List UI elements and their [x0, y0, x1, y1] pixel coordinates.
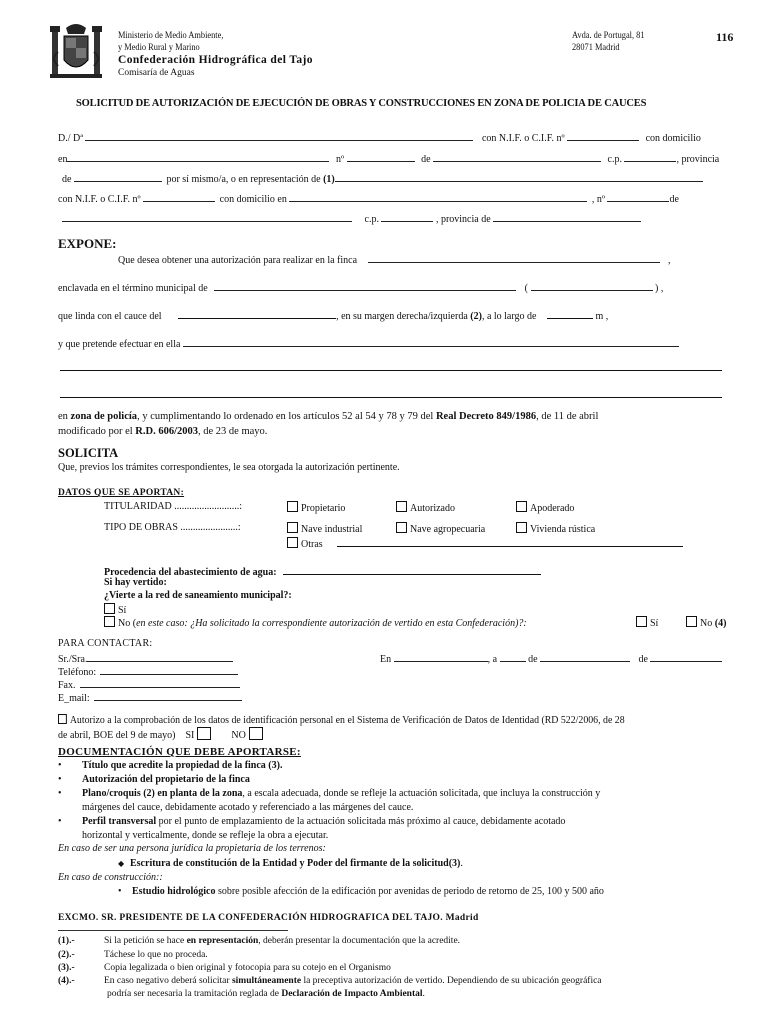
- checkbox-icon[interactable]: [686, 616, 697, 627]
- province-label: , provincia: [676, 154, 720, 165]
- note-bold: Declaración de Impacto Ambiental: [281, 989, 423, 999]
- signature-place-date: [380, 651, 722, 665]
- municipality-province-field[interactable]: [531, 280, 653, 291]
- ministry-line1: Ministerio de Medio Ambiente,: [118, 31, 224, 41]
- expone-line2: [58, 280, 663, 294]
- option-label: No (: [118, 618, 137, 629]
- applicant-line4: [58, 191, 679, 205]
- documentacion-heading: DOCUMENTACIÓN QUE DEBE APORTARSE:: [58, 746, 301, 758]
- doc-item-perfil: [58, 816, 565, 827]
- option-label: Apoderado: [530, 503, 575, 514]
- doc-item-titulo: [58, 760, 282, 771]
- doc-item-perfil-line2: horizontal y verticalmente, donde se refleje la obra a ejecutar.: [82, 830, 329, 841]
- applicant-line2: [58, 151, 719, 165]
- option-label: Sí: [650, 618, 659, 629]
- expone-line4-text: y que pretende efectuar en ella: [58, 339, 181, 350]
- contact-email: [58, 690, 242, 704]
- consent-si-label: SI: [185, 730, 195, 741]
- procedencia-line: [104, 564, 541, 578]
- contact-name: [58, 651, 233, 665]
- checkbox-icon[interactable]: [516, 501, 527, 512]
- cp-label: c.p.: [607, 154, 622, 165]
- doc-item-end: .: [460, 858, 463, 869]
- doc-item-text: por el punto de emplazamiento de la actuación solicitada más próximo al cauce, debidamente acotado: [156, 816, 566, 827]
- consent-si-checkbox[interactable]: [197, 727, 211, 740]
- doc-item-plano: [58, 788, 600, 799]
- titularidad-label: TITULARIDAD ..........................:: [104, 501, 243, 512]
- works-field-2[interactable]: [60, 370, 722, 371]
- doc-item-estudio: [118, 886, 604, 897]
- checkbox-icon[interactable]: [287, 522, 298, 533]
- name-label: Sr./Sra.: [58, 654, 88, 665]
- note-text: Copia legalizada o bien original y fotocopia para su cotejo en el Organismo: [104, 963, 391, 973]
- bullet-icon: •: [118, 886, 122, 897]
- law-line2: [58, 426, 267, 437]
- ministry-line2: y Medio Rural y Marino: [118, 43, 200, 53]
- consent-no-label: NO: [231, 730, 246, 741]
- num-label: nº: [335, 154, 345, 165]
- contact-phone: [58, 664, 238, 678]
- doc-item-escritura: [118, 858, 463, 869]
- expone-heading: EXPONE:: [58, 236, 117, 251]
- expone-line1: [118, 252, 671, 266]
- contact-email-field[interactable]: [94, 690, 242, 701]
- expone-line2-text: enclavada en el término municipal de: [58, 283, 208, 294]
- day-field[interactable]: [500, 651, 526, 662]
- note-key: (4).-: [58, 976, 75, 986]
- phone-label: Teléfono:: [58, 667, 97, 678]
- solicita-text: Que, previos los trámites correspondientes, le sea otorgada la autorización pertinente.: [58, 462, 400, 473]
- form-number: 116: [716, 30, 734, 44]
- note-key: (1).-: [58, 936, 75, 946]
- works-field-1[interactable]: [183, 336, 679, 347]
- nif-field[interactable]: [567, 130, 639, 141]
- num2-label: , nº: [591, 194, 605, 205]
- checkbox-icon[interactable]: [396, 501, 407, 512]
- law-line1: [58, 411, 598, 422]
- email-label: E_mail:: [58, 693, 90, 704]
- bullet-icon: •: [58, 816, 62, 827]
- doc-item-text: , a escala adecuada, donde se refleje la actuación solicitada, que incluya la construcción y: [242, 788, 601, 799]
- option-label: Propietario: [301, 503, 346, 514]
- note-4: [58, 976, 602, 986]
- consent-text1: Autorizo a la comprobación de los datos de identificación personal en el Sistema de Verificación de Datos de Identidad (RD 522/2006, de 28: [69, 715, 625, 726]
- expone-line3-b: , en su margen derecha/izquierda: [336, 311, 468, 322]
- paren-open: (: [524, 283, 529, 294]
- applicant-line3: [62, 171, 703, 185]
- bullet-icon: •: [58, 760, 62, 771]
- contact-heading: PARA CONTACTAR:: [58, 638, 153, 649]
- address-line1: Avda. de Portugal, 81: [572, 31, 645, 41]
- bullet-icon: •: [58, 774, 62, 785]
- note-key: (2).-: [58, 950, 75, 960]
- law-rd2: R.D. 606/2003: [135, 426, 198, 437]
- consent-line2: [58, 727, 263, 741]
- tipo-opt-agropecuaria[interactable]: [396, 522, 485, 535]
- domicile-label: con domicilio: [645, 133, 701, 144]
- bullet-icon: •: [58, 788, 62, 799]
- doc-item-bold: Plano/croquis (2) en planta de la zona: [82, 788, 243, 799]
- note-text: Si la petición se hace: [104, 936, 185, 946]
- province2-label: , provincia de: [435, 214, 491, 225]
- number-field[interactable]: [347, 151, 415, 162]
- consent-no-checkbox[interactable]: [249, 727, 263, 740]
- diamond-bullet-icon: ◆: [118, 859, 125, 868]
- note-bold: en representación: [186, 936, 259, 946]
- checkbox-icon[interactable]: [104, 616, 115, 627]
- option-label: Vivienda rústica: [530, 524, 596, 535]
- doc-item-text: Título que acredite la propiedad de la finca (3).: [82, 760, 283, 771]
- confederation-name: Confederación Hidrográfica del Tajo: [118, 54, 313, 66]
- vertido-si-option[interactable]: [636, 616, 658, 629]
- tipo-label: TIPO DE OBRAS .......................:: [104, 522, 241, 533]
- de2-label: de: [62, 174, 72, 185]
- representative-field[interactable]: [335, 171, 703, 182]
- fax-label: Fax.: [58, 680, 76, 691]
- number2-field[interactable]: [607, 191, 669, 202]
- checkbox-icon[interactable]: [516, 522, 527, 533]
- commissariat: Comisaría de Aguas: [118, 68, 195, 78]
- municipality-field[interactable]: [214, 280, 516, 291]
- nif2-field[interactable]: [143, 191, 215, 202]
- checkbox-icon[interactable]: [104, 603, 115, 614]
- expone-line3: [58, 308, 608, 322]
- law-e: , de 23 de mayo.: [198, 426, 268, 437]
- province-field[interactable]: [74, 171, 162, 182]
- nif-label: con N.I.F. o C.I.F. nº: [481, 133, 565, 144]
- note-key: (3).-: [58, 963, 75, 973]
- applicant-line5: [62, 211, 641, 225]
- place-label: En: [380, 654, 392, 665]
- contact-phone-field[interactable]: [100, 664, 238, 675]
- note-text: , deberán presentar la documentación que la acredite.: [258, 936, 461, 946]
- finca-field[interactable]: [368, 252, 660, 263]
- a-label: , a: [487, 654, 498, 665]
- otras-field[interactable]: [337, 536, 683, 547]
- length-field[interactable]: [547, 308, 593, 319]
- works-field-3[interactable]: [60, 397, 722, 398]
- no-italic-text: en este caso: ¿Ha solicitado la correspondiente autorización de vertido en esta Confederación)?:: [136, 618, 527, 629]
- construccion-note: En caso de construcción::: [58, 872, 163, 883]
- contact-name-field[interactable]: [87, 651, 233, 662]
- law-d: modificado por el: [58, 426, 133, 437]
- note-3: [58, 963, 391, 973]
- expone-line3-ref: (2): [470, 311, 482, 322]
- expone-line3-a: que linda con el cauce del: [58, 311, 162, 322]
- red-si-option[interactable]: [104, 603, 126, 616]
- datos-heading: DATOS QUE SE APORTAN:: [58, 488, 185, 498]
- address-field[interactable]: [67, 151, 329, 162]
- de3-label: de: [669, 194, 679, 205]
- tipo-opt-vivienda[interactable]: [516, 522, 595, 535]
- year-field[interactable]: [650, 651, 722, 662]
- contact-fax: [58, 677, 240, 691]
- applicant-line1: [58, 130, 701, 144]
- checkbox-icon[interactable]: [396, 522, 407, 533]
- city2-field[interactable]: [62, 211, 352, 222]
- month-field[interactable]: [540, 651, 630, 662]
- addressee: EXCMO. SR. PRESIDENTE DE LA CONFEDERACIÓN HIDROGRAFICA DEL TAJO. Madrid: [58, 913, 479, 923]
- solicita-heading: SOLICITA: [58, 446, 119, 460]
- city-field[interactable]: [433, 151, 601, 162]
- no-ref: (4): [714, 618, 727, 629]
- doc-item-bold: Perfil transversal: [82, 816, 157, 827]
- form-title: SOLICITUD DE AUTORIZACIÓN DE EJECUCIÓN DE OBRAS Y CONSTRUCCIONES EN ZONA DE POLICIA DE CAUCES: [76, 97, 647, 109]
- doc-item-text: sobre posible afección de la edificación por avenidas de periodo de retorno de 25, 100 y 500 año: [215, 886, 604, 897]
- cp2-label: c.p.: [364, 214, 379, 225]
- expone-line4: [58, 336, 679, 350]
- d-label: D./ Dª: [58, 133, 83, 144]
- law-zone: zona de policía: [70, 411, 138, 422]
- self-ref: (1): [323, 174, 335, 185]
- vertido-no-option[interactable]: [686, 616, 726, 629]
- checkbox-icon[interactable]: [636, 616, 647, 627]
- law-rd: Real Decreto 849/1986: [435, 411, 537, 422]
- option-label: No: [700, 618, 713, 629]
- doc-item-text: Autorización del propietario de la finca: [82, 774, 250, 785]
- expone-line3-c: , a lo largo de: [481, 311, 537, 322]
- procedencia-field[interactable]: [283, 564, 541, 575]
- cp-field[interactable]: [624, 151, 676, 162]
- province2-field[interactable]: [493, 211, 641, 222]
- domicile2-label: con domicilio en: [219, 194, 287, 205]
- coat-of-arms: [48, 22, 104, 84]
- option-label: Autorizado: [410, 503, 455, 514]
- note-text: podría ser necesaria la tramitación reglada de: [107, 989, 279, 999]
- doc-item-bold: Escritura de constitución de la Entidad y Poder del firmante de la solicitud(3): [130, 858, 461, 869]
- cp2-field[interactable]: [381, 211, 433, 222]
- expone-line1-end: ,: [668, 255, 671, 266]
- law-c: , de 11 de abril: [536, 411, 599, 422]
- vertido-label: Si hay vertido:: [104, 577, 167, 588]
- note-end: .: [422, 989, 425, 999]
- nif2-label: con N.I.F. o C.I.F. nº: [58, 194, 141, 205]
- doc-item-autorizacion: [58, 774, 250, 785]
- note-text: Táchese lo que no proceda.: [104, 950, 208, 960]
- red-label: ¿Vierte a la red de saneamiento municipal?:: [104, 590, 292, 601]
- address2-field[interactable]: [289, 191, 587, 202]
- length-unit: m ,: [595, 311, 609, 322]
- titularidad-opt-apoderado[interactable]: [516, 501, 574, 514]
- checkbox-icon[interactable]: [287, 501, 298, 512]
- option-label: Nave agropecuaria: [410, 524, 486, 535]
- paren-close: ) ,: [655, 283, 664, 294]
- note-4-line2: [107, 989, 425, 999]
- doc-item-bold: Estudio hidrológico: [132, 886, 216, 897]
- address-line2: 28071 Madrid: [572, 43, 620, 53]
- place-field[interactable]: [394, 651, 488, 662]
- tipo-opt-industrial[interactable]: [287, 522, 362, 535]
- titularidad-opt-autorizado[interactable]: [396, 501, 455, 514]
- option-label: Otras: [301, 539, 323, 550]
- name-field[interactable]: [85, 130, 473, 141]
- juridica-note: En caso de ser una persona jurídica la propietaria de los terrenos:: [58, 843, 326, 854]
- consent-line1: [58, 714, 625, 726]
- de2-label: de: [638, 654, 648, 665]
- note-2: [58, 950, 208, 960]
- law-a: en: [58, 411, 68, 422]
- procedencia-label: Procedencia del abastecimiento de agua:: [104, 567, 277, 578]
- titularidad-opt-propietario[interactable]: [287, 501, 345, 514]
- notes-divider: [58, 930, 288, 931]
- checkbox-icon[interactable]: [287, 537, 298, 548]
- tipo-opt-otras[interactable]: [287, 536, 683, 550]
- option-label: Sí: [118, 605, 127, 616]
- en-label: en: [58, 154, 68, 165]
- expone-line1-text: Que desea obtener una autorización para realizar en la finca: [118, 255, 358, 266]
- note-bold: simultáneamente: [231, 976, 302, 986]
- law-b: , y cumplimentando lo ordenado en los artículos 52 al 54 y 78 y 79 del: [137, 411, 434, 422]
- self-label: por sí mismo/a, o en representación de: [166, 174, 321, 185]
- contact-fax-field[interactable]: [80, 677, 240, 688]
- consent-text2: de abril, BOE del 9 de mayo): [58, 730, 176, 741]
- doc-item-plano-line2: márgenes del cauce, debidamente acotado y referenciado a las márgenes del cauce.: [82, 802, 414, 813]
- note-1: [58, 936, 460, 946]
- red-no-option[interactable]: [104, 616, 527, 629]
- cauce-field[interactable]: [178, 308, 336, 319]
- note-text: En caso negativo deberá solicitar: [104, 976, 230, 986]
- de-label: de: [528, 654, 538, 665]
- consent-checkbox-icon[interactable]: [58, 714, 67, 724]
- note-text: la preceptiva autorización de vertido. Dependiendo de su ubicación geográfica: [303, 976, 602, 986]
- de-label: de: [421, 154, 431, 165]
- option-label: Nave industrial: [301, 524, 363, 535]
